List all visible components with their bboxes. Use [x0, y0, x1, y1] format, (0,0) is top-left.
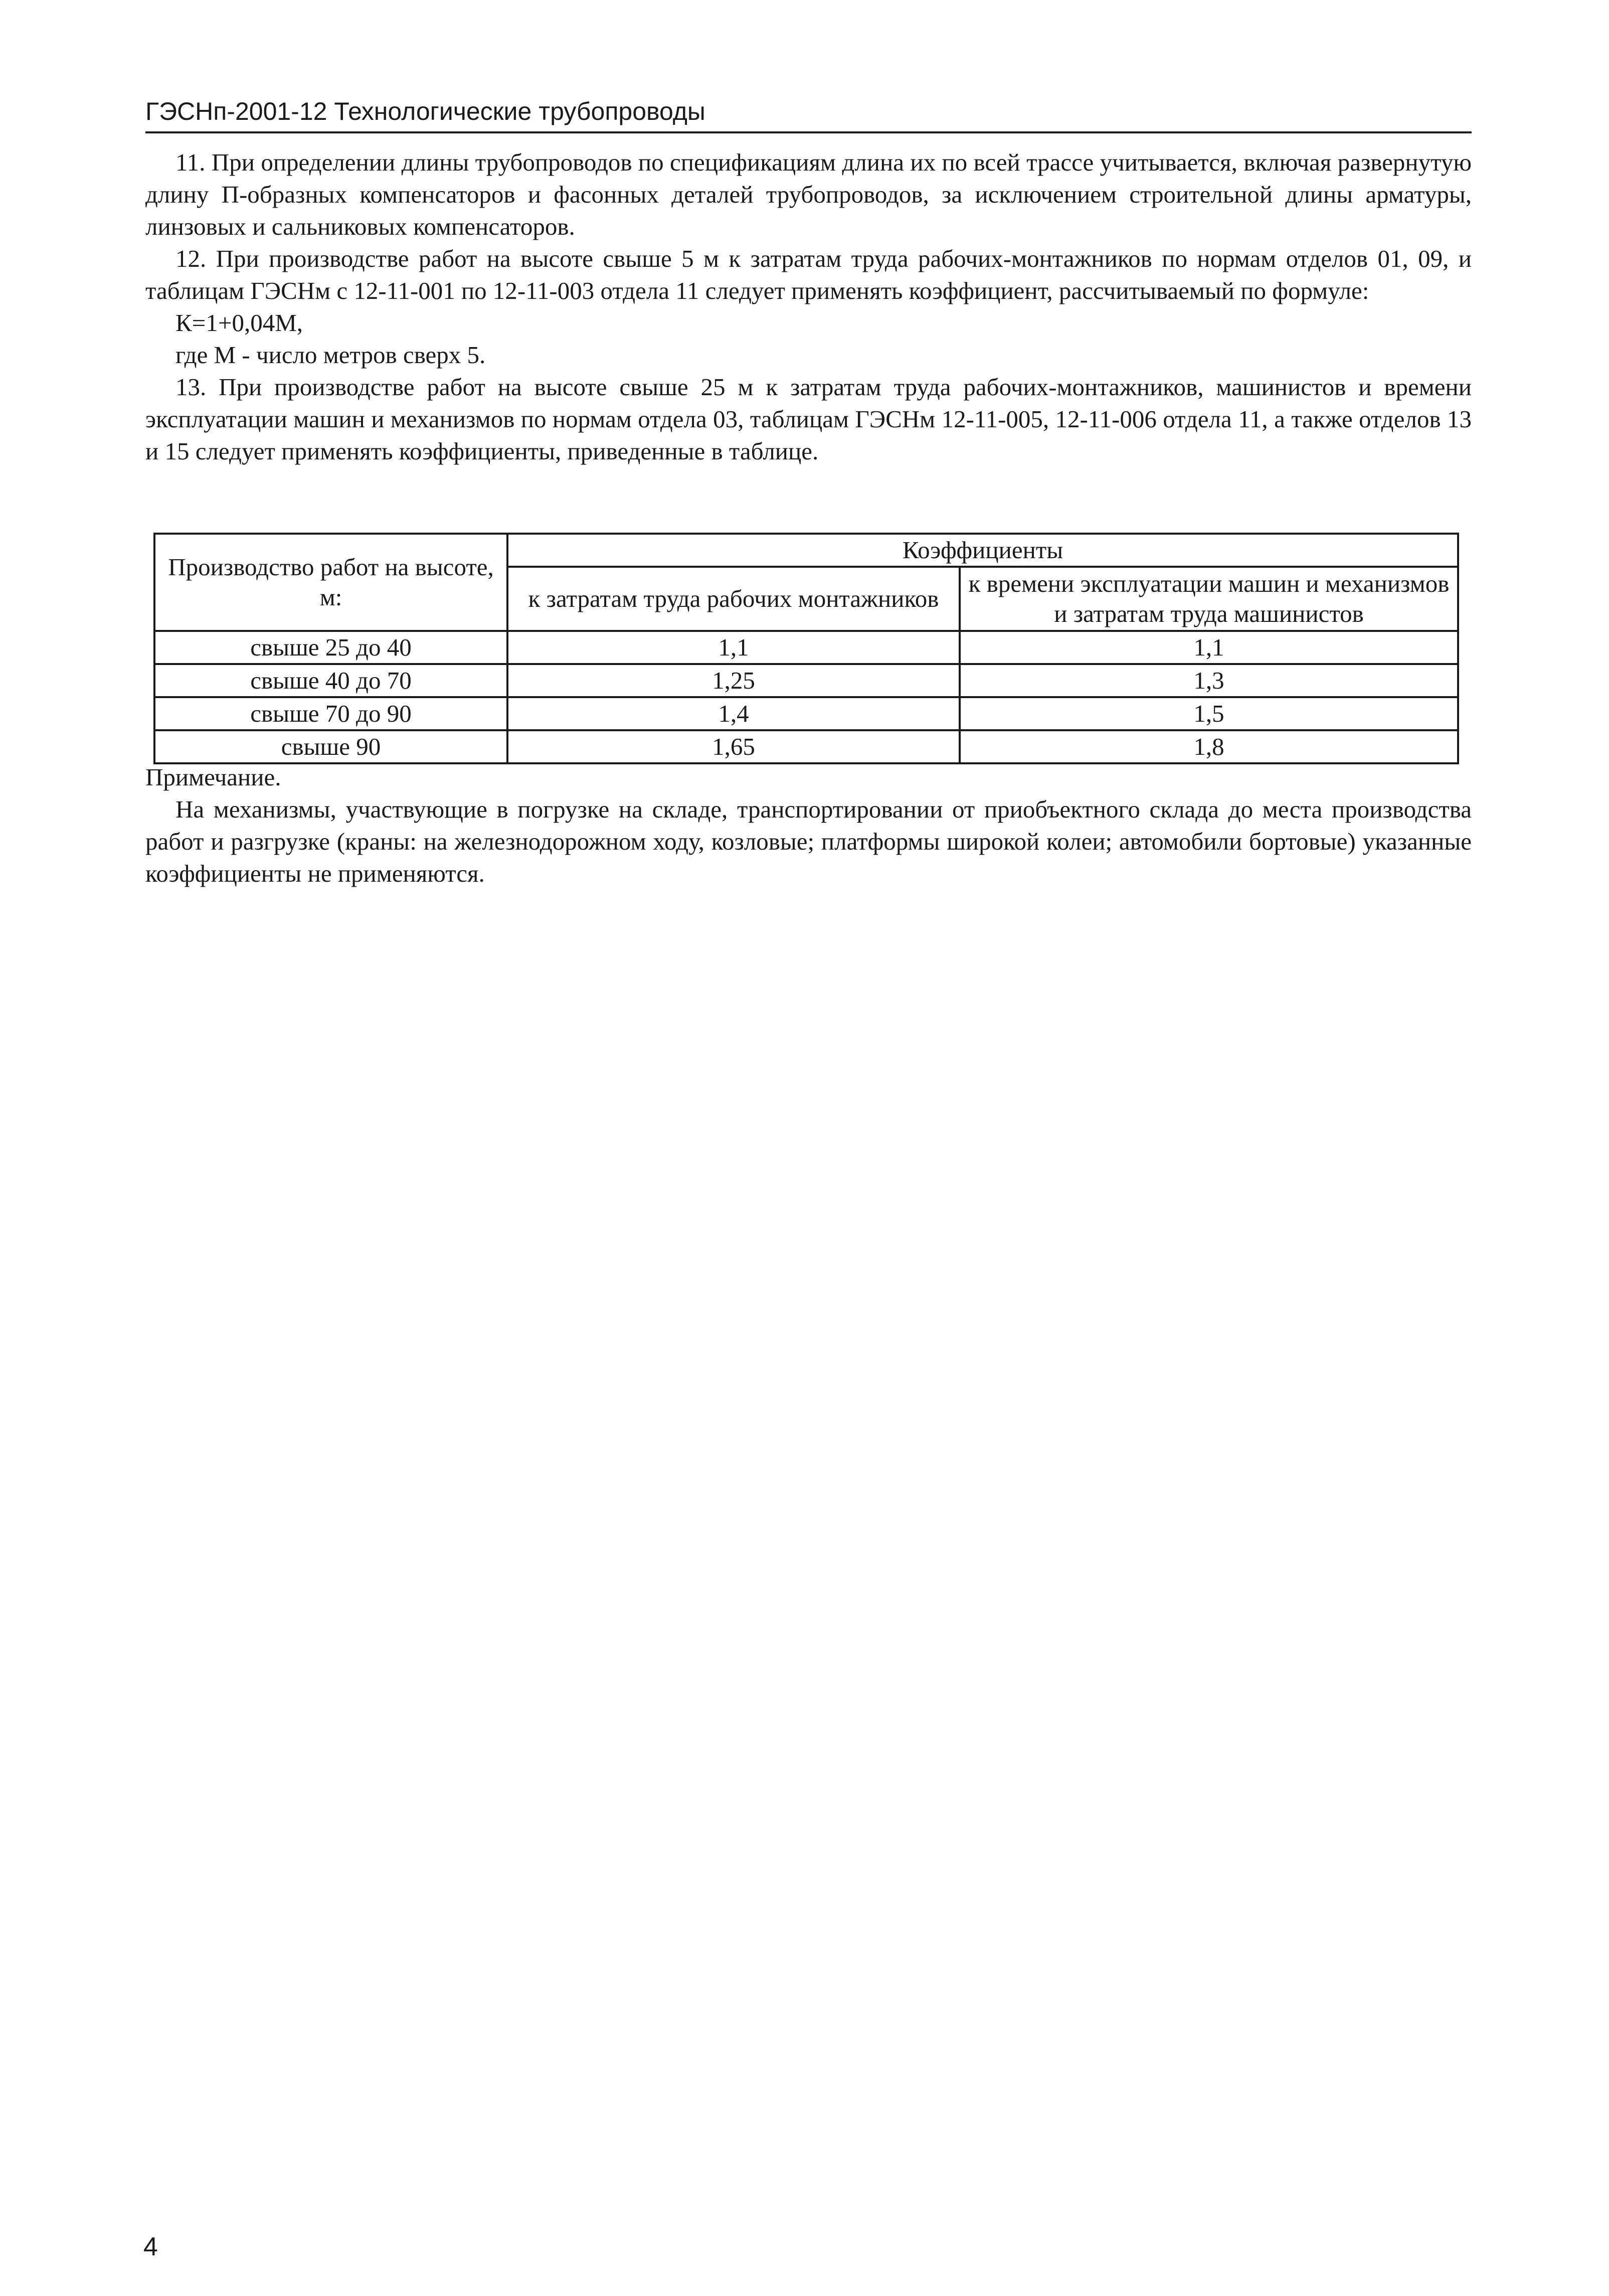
column-header-height: Производство работ на высоте, м:	[154, 534, 507, 631]
running-header	[145, 91, 1472, 133]
column-header-machines: к времени эксплуатации машин и механизмов и затратам труда машинистов	[960, 567, 1458, 631]
cell-labor: 1,4	[507, 697, 960, 730]
cell-height: свыше 90	[154, 730, 507, 763]
clauses-block	[145, 146, 1472, 467]
note-label: Примечание.	[145, 763, 281, 791]
formula: К=1+0,04М,	[175, 309, 303, 337]
table-row	[154, 730, 1458, 763]
cell-height: свыше 70 до 90	[154, 697, 507, 730]
table-row	[154, 631, 1458, 664]
column-header-labor: к затратам труда рабочих монтажников	[507, 567, 960, 631]
cell-labor: 1,1	[507, 631, 960, 664]
clause-13: 13. При производстве работ на высоте свыше 25 м к затратам труда рабочих-монтажников, машинистов и времени эксплуатации машин и механизмов по нормам отдела 03, таблицам ГЭСНм 12-11-005, 12-11-006 отдела 11, а также отделов 13 и 15 следует применять коэффициенты, приведенные в таблице.	[145, 373, 1472, 465]
clause-12: 12. При производстве работ на высоте свыше 5 м к затратам труда рабочих-монтажников по нормам отделов 01, 09, и таблицам ГЭСНм с 12-11-001 по 12-11-003 отдела 11 следует применять коэффициент, рассчитываемый по формуле:	[145, 245, 1472, 304]
column-header-coefficients: Коэффициенты	[507, 534, 1458, 567]
cell-machines: 1,3	[960, 664, 1458, 697]
cell-height: свыше 40 до 70	[154, 664, 507, 697]
table-row	[154, 697, 1458, 730]
note-text: На механизмы, участвующие в погрузке на складе, транспортировании от приобъектного склада до места производства работ и разгрузке (краны: на железнодорожном ходу, козловые; платформы широкой колеи; автомобили бортовые) указанные коэффициенты не применяются.	[145, 795, 1472, 887]
cell-labor: 1,65	[507, 730, 960, 763]
clause-11: 11. При определении длины трубопроводов по спецификациям длина их по всей трассе учитывается, включая развернутую длину П-образных компенсаторов и фасонных деталей трубопроводов, за исключением строительной длины арматуры, линзовых и сальниковых компенсаторов.	[145, 148, 1472, 240]
table-row	[154, 664, 1458, 697]
formula-note: где М - число метров сверх 5.	[175, 341, 486, 369]
table-header-row	[154, 534, 1458, 567]
header-title: ГЭСНп-2001-12 Технологические трубопроводы	[145, 97, 705, 125]
cell-labor: 1,25	[507, 664, 960, 697]
cell-machines: 1,5	[960, 697, 1458, 730]
coefficients-table	[153, 533, 1459, 764]
cell-machines: 1,8	[960, 730, 1458, 763]
page-number: 4	[143, 2232, 158, 2261]
cell-height: свыше 25 до 40	[154, 631, 507, 664]
cell-machines: 1,1	[960, 631, 1458, 664]
note-block	[145, 761, 1472, 890]
